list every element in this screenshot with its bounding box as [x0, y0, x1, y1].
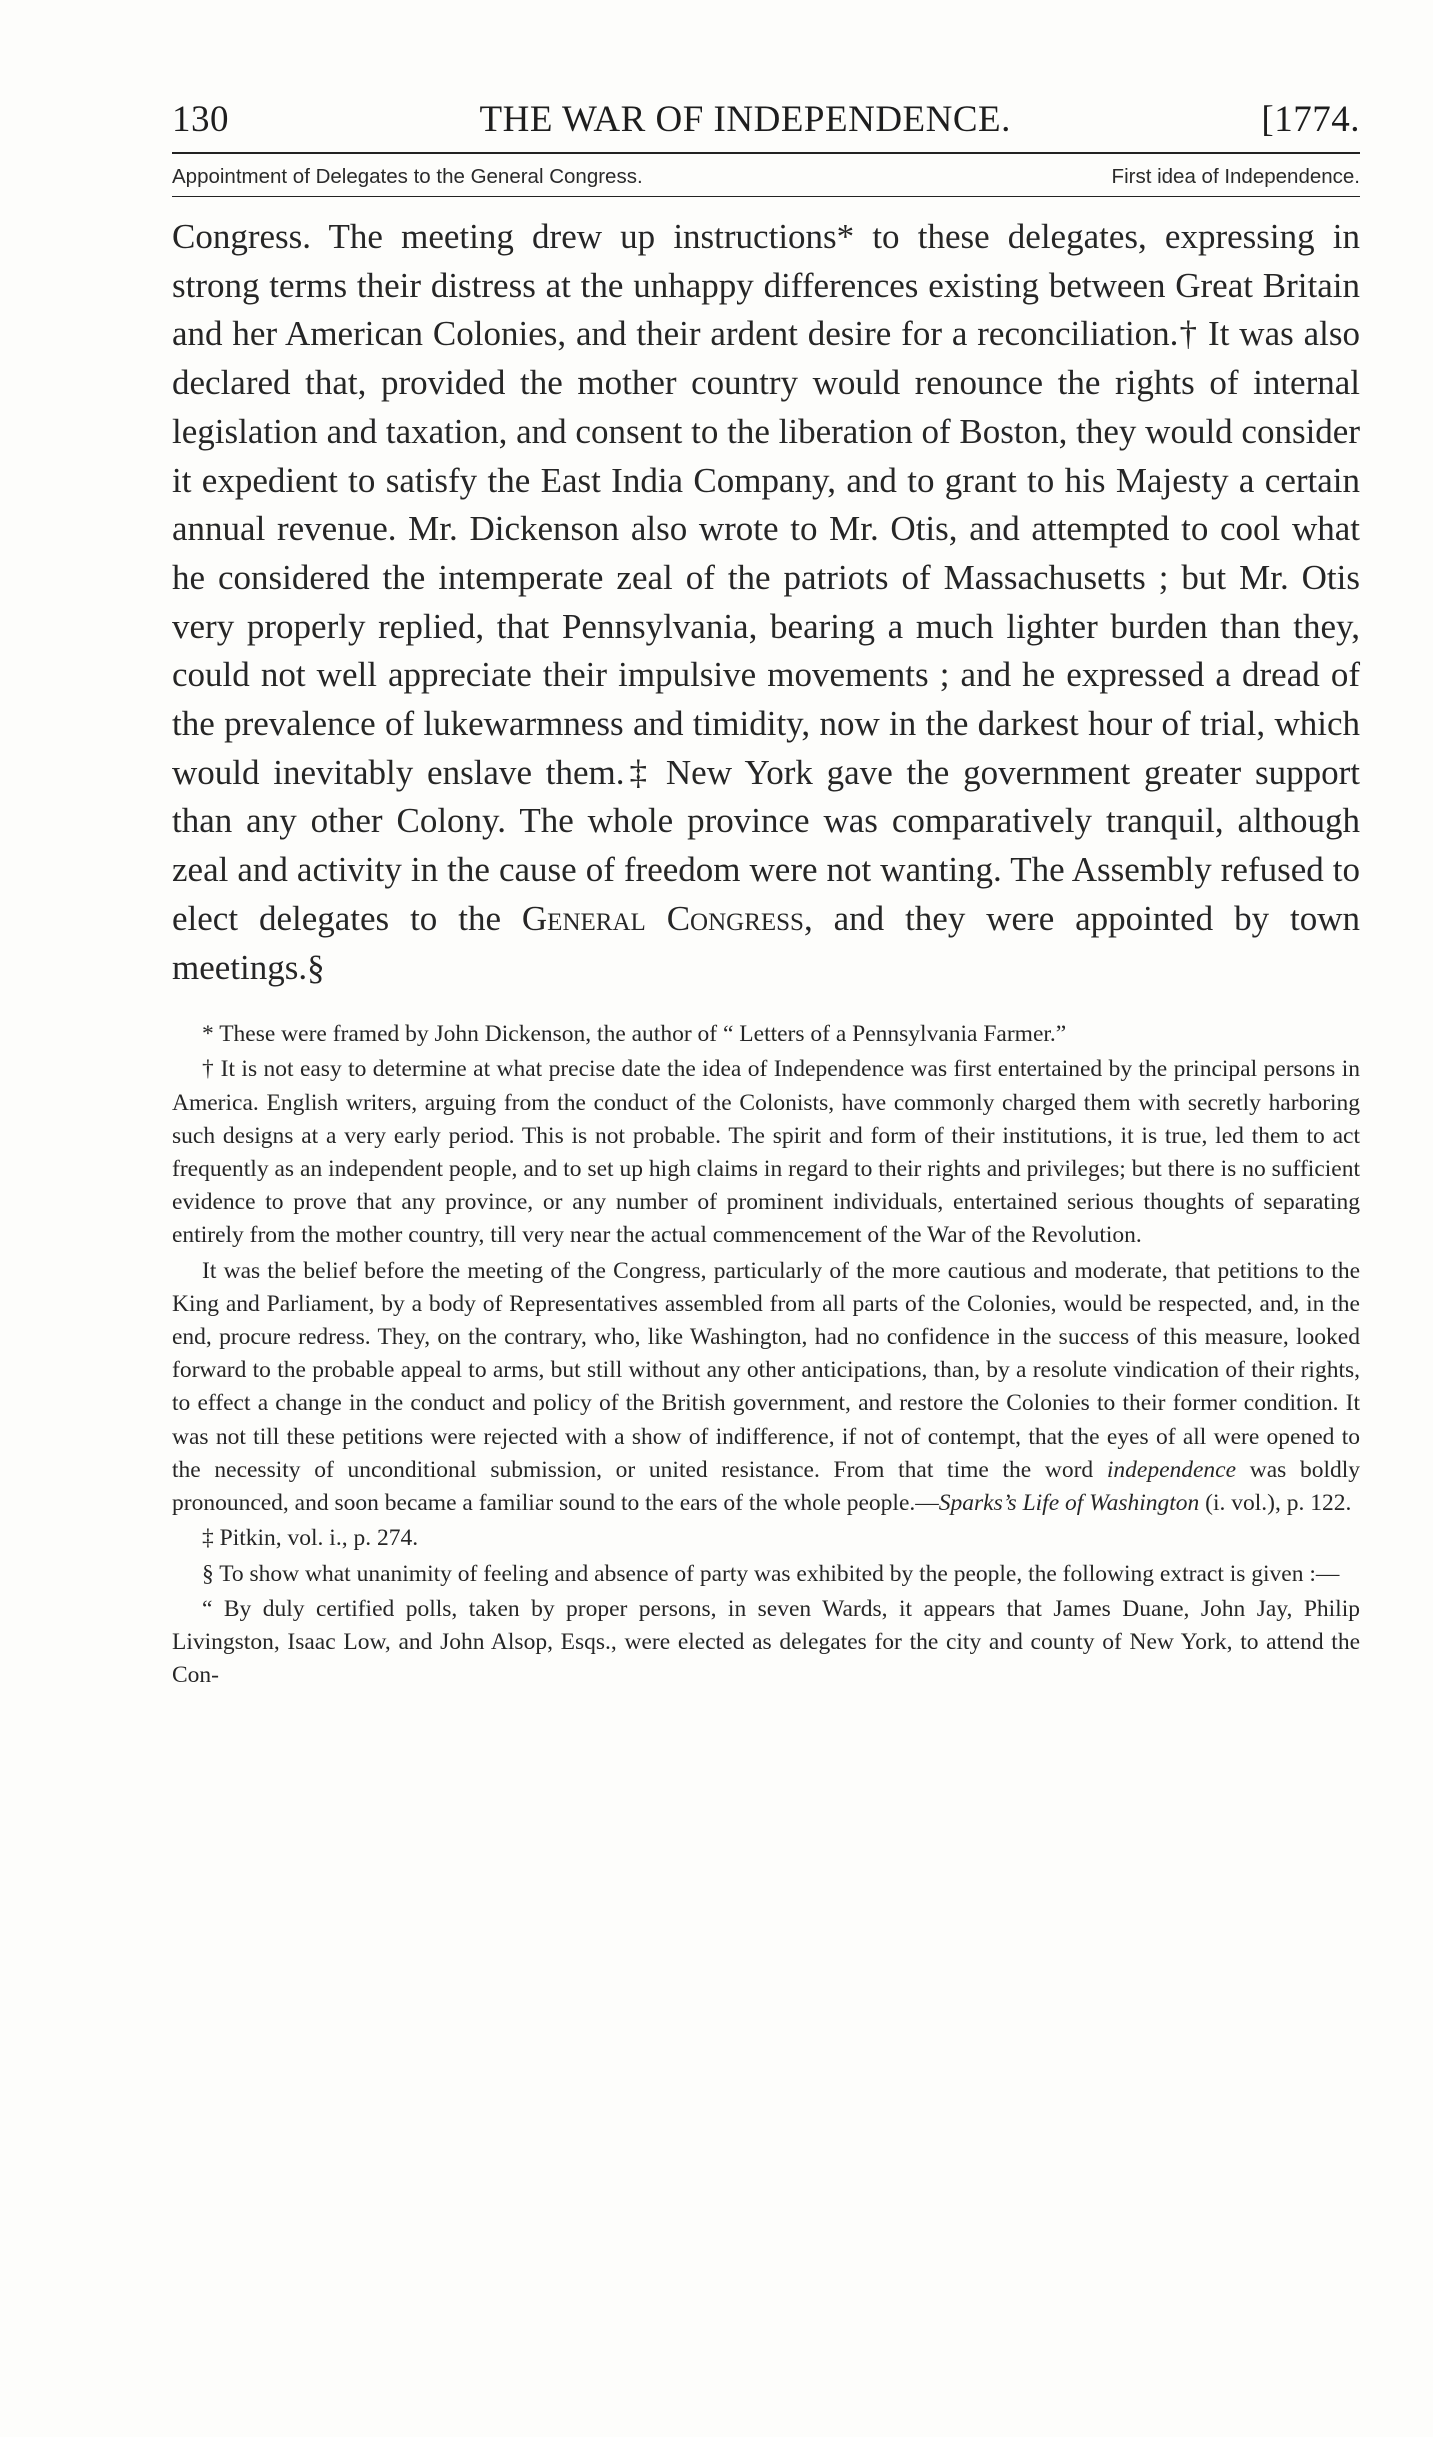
footnote-source-sparks: Sparks’s Life of Washington: [938, 1490, 1200, 1517]
header-year: [1774.: [1261, 99, 1360, 140]
running-title: THE WAR OF INDEPENDENCE.: [479, 99, 1011, 140]
body-part-1: Congress. The meeting drew up instructions* to these delegates, expressing in strong terms their distress at the unhappy differences existing between Great Britain and her American Colonies, and their ardent desire for a reconciliation.† It was also declared that, provided the mother country would renounce the rights of internal legislation and taxation, and consent to the liberation of Boston, they would consider it expedient to satisfy the East India Company, and to grant to his Majesty a certain annual revenue. Mr. Dickenson also wrote to Mr. Otis, and attempted to cool what he considered the intemperate zeal of the patriots of Massachusetts ; but Mr. Otis very properly replied, that Pennsylvania, bearing a much lighter burden than they, could not well appreciate their impulsive movements ; and he expressed a dread of the prevalence of lukewarmness and timidity, now in the darkest hour of trial, which would inevitably enslave them.‡ New York gave the government greater support than any other Colony. The whole province was comparatively tranquil, although zeal and activity in the cause of freedom were not wanting. The Assembly refused to elect delegates to the: [172, 217, 1360, 938]
body-part-2: , and they were appointed by town meetings.§: [172, 898, 1360, 987]
header-rule: [172, 152, 1360, 154]
footnote-star: * These were framed by John Dickenson, the author of “ Letters of a Pennsylvania Farmer.”: [202, 1021, 1067, 1048]
subheader-left: Appointment of Delegates to the General Congress.: [172, 165, 643, 188]
footnote-dagger-continued: [172, 1255, 1360, 1521]
footnote-italic-independence: independence: [1106, 1456, 1237, 1483]
body-paragraph: [172, 213, 1360, 992]
footnote-dagger-cont-3: (i. vol.), p. 122.: [1199, 1490, 1352, 1517]
footnote-dagger-cont-1: It was the belief before the meeting of the Congress, particularly of the more cautious and moderate, that petitions to the King and Parliament, by a body of Representatives assembled from all parts of the Colonies, would be respected, and, in the end, procure redress. They, on the contrary, who, like Washington, had no confidence in the success of this measure, looked forward to the probable appeal to arms, but still without any other anticipations, than, by a resolute vindication of their rights, to effect a change in the conduct and policy of the British government, and restore the Colonies to their former condition. It was not till these petitions were rejected with a show of indifference, if not of contempt, that the eyes of all were opened to the necessity of unconditional submission, or united resistance. From that time the word: [172, 1257, 1360, 1483]
main-text: [172, 213, 1360, 992]
footnotes: [172, 1018, 1360, 1692]
footnote-dagger: † It is not easy to determine at what precise date the idea of Independence was first entertained by the principal persons in America. English writers, arguing from the conduct of the Colonists, have commonly charged them with secretly harboring such designs at a very early period. This is not probable. The spirit and form of their institutions, it is true, led them to act frequently as an independent people, and to set up high claims in regard to their rights and privileges; but there is no sufficient evidence to prove that any province, or any number of prominent individuals, entertained serious thoughts of separating entirely from the mother country, till very near the actual commencement of the War of the Revolution.: [172, 1056, 1360, 1249]
page-number: 130: [172, 99, 229, 140]
running-header: [172, 96, 1360, 144]
subheader-rule: [172, 196, 1360, 197]
general-congress-smallcaps: General Congress: [521, 898, 804, 938]
footnote-quote: “ By duly certified polls, taken by proper persons, in seven Wards, it appears that James Duane, John Jay, Philip Livingston, Isaac Low, and John Alsop, Esqs., were elected as delegates for the city and county of New York, to attend the Con-: [172, 1595, 1360, 1689]
subheader-right: First idea of Independence.: [1111, 165, 1360, 188]
footnote-section: § To show what unanimity of feeling and absence of party was exhibited by the people, the following extract is given :—: [202, 1560, 1340, 1587]
footnote-double-dagger: ‡ Pitkin, vol. i., p. 274.: [202, 1525, 419, 1552]
footnote-dagger-cont-2: was boldly pronounced, and soon became a familiar sound to the ears of the whole people.—: [172, 1456, 1361, 1517]
page-content: [172, 96, 1360, 1692]
section-subheader: [172, 164, 1360, 190]
